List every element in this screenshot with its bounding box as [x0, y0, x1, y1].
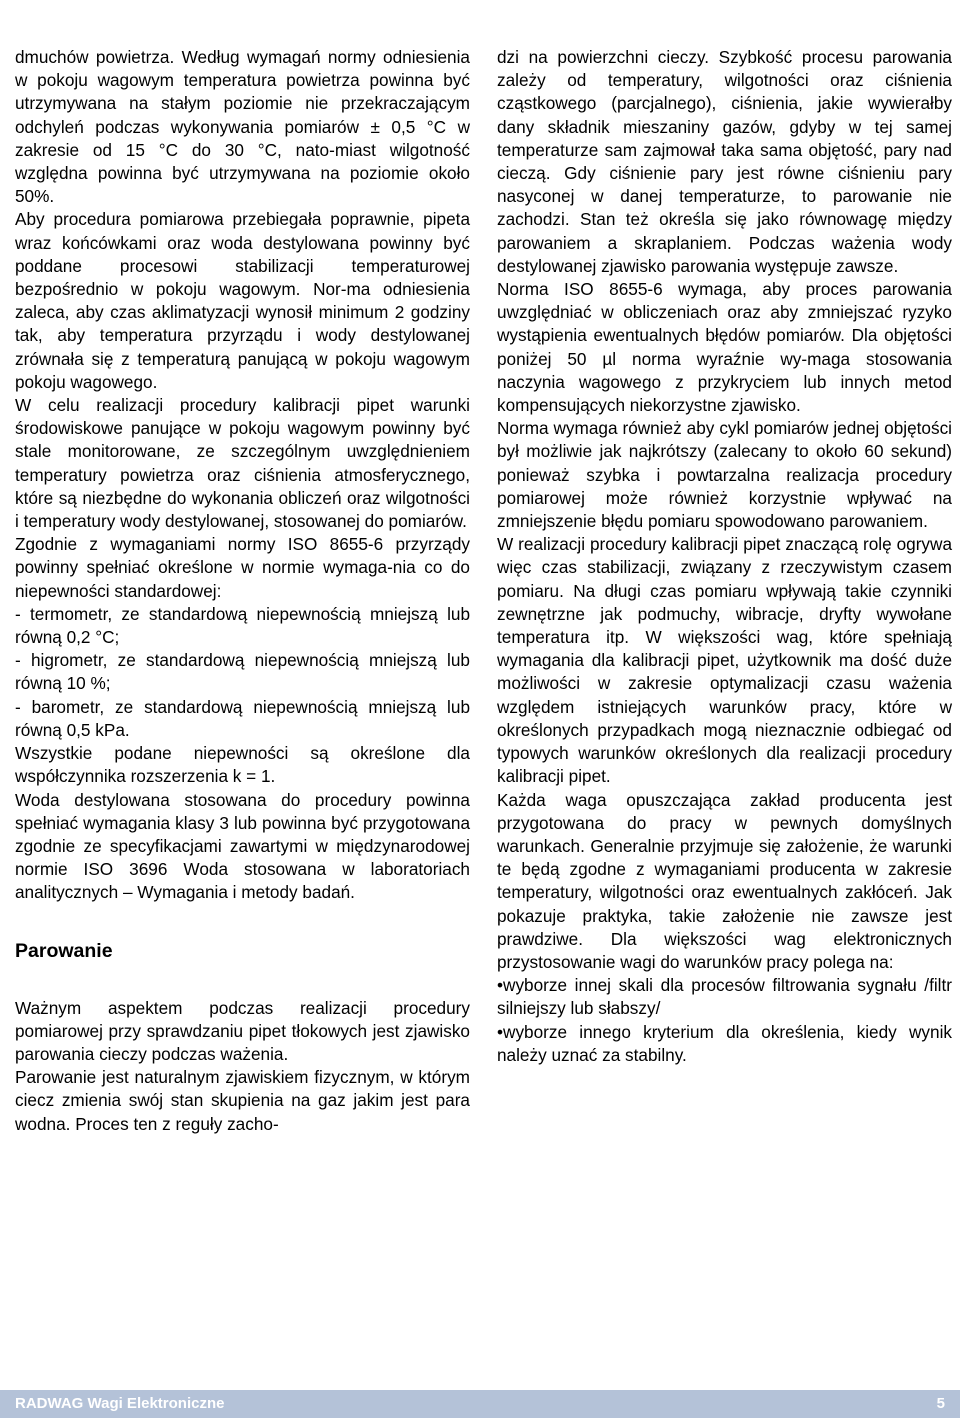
right-column — [497, 46, 952, 1067]
paragraph: Każda waga opuszczająca zakład producenta jest przygotowana do pracy w pewnych domyślnych warunkach. Generalnie przyjmuje się założenie, że warunki te będą zgodne z wymaganiami producenta w zakresie temperatury, wilgotności oraz ewentualnych zakłóceń. Jak pokazuje praktyka, takie założenie nie zawsze jest prawdziwe. Dla większości wag elektronicznych przystosowanie wagi do warunków pracy polega na: — [497, 789, 952, 972]
paragraph: Ważnym aspektem podczas realizacji procedury pomiarowej przy sprawdzaniu pipet tłokowych jest zjawisko parowania cieczy podczas ważenia. — [15, 997, 470, 1064]
paragraph: W celu realizacji procedury kalibracji pipet warunki środowiskowe panujące w pokoju wagowym powinny być stale monitorowane, ze szczególnym uwzględnieniem temperatury powietrza oraz ciśnienia atmosferycznego, które są niezbędne do wykonania obliczeń oraz wilgotności i temperatury wody destylowanej, stosowanej do pomiarów. — [15, 395, 470, 532]
paragraph: Norma ISO 8655-6 wymaga, aby proces parowania uwzględniać w obliczeniach oraz aby zmniejszać ryzyko wystąpienia ewentualnych błędów pomiarów. Dla objętości poniżej 50 µl norma wyraźnie wy-maga stosowania naczynia wagowego z przykryciem lub innych metod kompensujących niekorzystne zjawisko. — [497, 279, 952, 416]
paragraph: dzi na powierzchni cieczy. Szybkość procesu parowania zależy od temperatury, wilgotności oraz ciśnienia cząstkowego (parcjalnego), ciśnienia, jakie wywierałby dany składnik mieszaniny gazów, gdyby w tej samej temperaturze sam zajmował taka sama objętość, pary nad cieczą. Gdy ciśnienie pary jest równe ciśnieniu pary nasyconej w danej temperaturze, to parowanie nie zachodzi. Stan też określa się jako równowagę między parowaniem a skraplaniem. Podczas ważenia wody destylowanej zjawisko parowania występuje zawsze. — [497, 47, 952, 276]
paragraph: Wszystkie podane niepewności są określone dla współczynnika rozszerzenia k = 1. — [15, 743, 470, 787]
footer-brand: RADWAG Wagi Elektroniczne — [15, 1395, 225, 1412]
bullet-icon: • — [497, 975, 504, 996]
bullet-item — [497, 974, 952, 1020]
paragraph: Woda destylowana stosowana do procedury powinna spełniać wymagania klasy 3 lub powinna być przygotowana zgodnie ze specyfikacjami zawartymi w międzynarodowej normie ISO 3696 Woda stosowana w laboratoriach analitycznych – Wymagania i metody badań. — [15, 789, 470, 903]
paragraph: - barometr, ze standardową niepewnością mniejszą lub równą 0,5 kPa. — [15, 696, 470, 740]
bullet-icon: • — [497, 1021, 504, 1042]
paragraph: Aby procedura pomiarowa przebiegała poprawnie, pipeta wraz końcówkami oraz woda destylowana powinny być poddane procesowi stabilizacji temperaturowej bezpośrednio w pokoju wagowym. Nor-ma odniesienia zaleca, aby czas aklimatyzacji wynosił minimum 2 godziny tak, aby temperatura przyrządu i wody destylowanej zrównała się z temperaturą panującą w pokoju wagowym pokoju wagowego. — [15, 209, 470, 392]
paragraph: Norma wymaga również aby cykl pomiarów jednej objętości był możliwie jak najkrótszy (zalecany to około 60 sekund) ponieważ szybka i powtarzalna realizacja procedury pomiarowej może również korzystnie wpływać na zmniejszenie błędu pomiaru spowodowano parowaniem. — [497, 418, 952, 532]
paragraph: - higrometr, ze standardową niepewnością mniejszą lub równą 10 %; — [15, 650, 470, 694]
paragraph: W realizacji procedury kalibracji pipet znaczącą rolę ogrywa więc czas stabilizacji, związany z rzeczywistym czasem pomiaru. Na długi czas pomiaru wpływają takie czynniki zewnętrzne jak podmuchy, wibracje, dryfty wywołane temperatura itp. W większości wag, które spełniają wymagania dla kalibracji pipet, użytkownik ma dość duże możliwości w zakresie optymalizacji czasu ważenia względem istniejących warunków pracy, które w określonych przypadkach mogą nieznacznie odbiegać od typowych warunków określonych dla realizacji procedury kalibracji pipet. — [497, 534, 952, 787]
paragraph: Parowanie jest naturalnym zjawiskiem fizycznym, w którym ciecz zmienia swój stan skupienia na gaz jakim jest para wodna. Proces ten z reguły zacho- — [15, 1067, 470, 1134]
left-column — [15, 46, 470, 1136]
section-heading: Parowanie — [15, 939, 113, 962]
bullet-text: wyborze innej skali dla procesów filtrowania sygnału /filtr silniejszy lub słabszy/ — [497, 975, 952, 1019]
paragraph: - termometr, ze standardową niepewnością mniejszą lub równą 0,2 °C; — [15, 603, 470, 648]
bullet-text: wyborze innego kryterium dla określenia, kiedy wynik należy uznać za stabilny. — [497, 1021, 952, 1065]
bullet-item — [497, 1021, 952, 1067]
page-footer — [0, 1390, 960, 1418]
paragraph: dmuchów powietrza. Według wymagań normy odniesienia w pokoju wagowym temperatura powietrza powinna być utrzymywana na stałym poziomie nie przekraczającym odchyleń podczas wykonywania pomiarów ± 0,5 °C w zakresie od 15 °C do 30 °C, nato-miast wilgotność względna powinna być utrzymywana na poziomie około 50%. — [15, 47, 470, 207]
page-number: 5 — [936, 1395, 945, 1412]
paragraph: Zgodnie z wymaganiami normy ISO 8655-6 przyrządy powinny spełniać określone w normie wymaga-nia co do niepewności standardowej: — [15, 534, 470, 601]
